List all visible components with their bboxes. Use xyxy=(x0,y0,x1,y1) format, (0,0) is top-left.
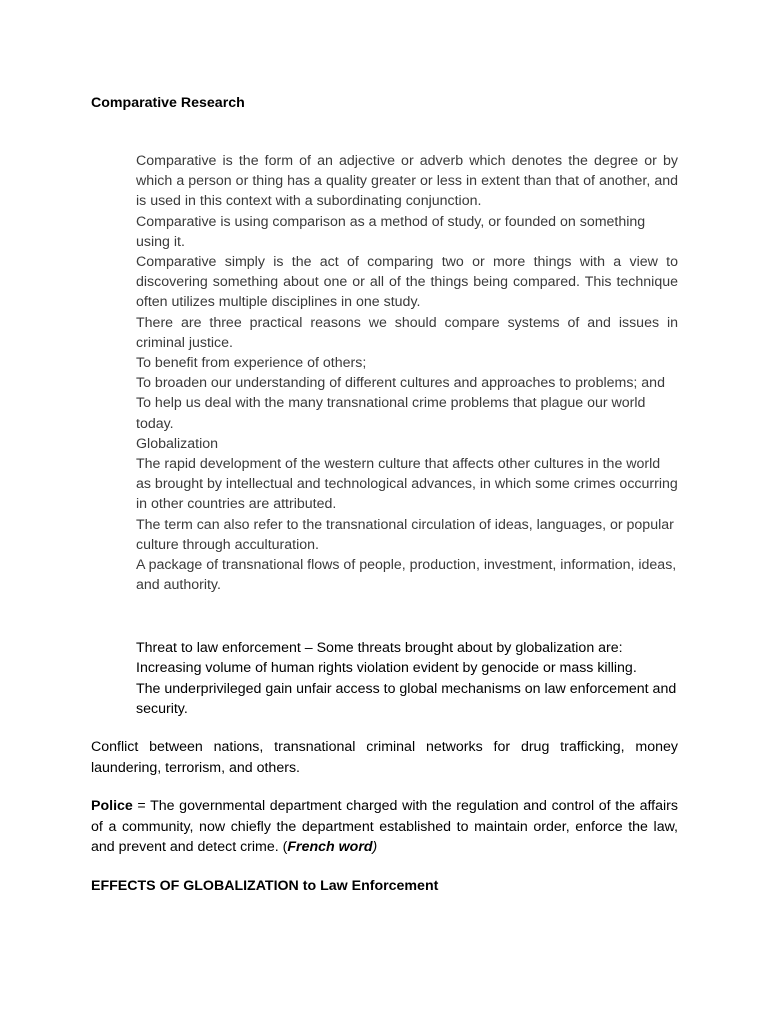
globalization-heading: Globalization xyxy=(136,435,219,452)
reason-broaden-understanding: To broaden our understanding of different cultures and approaches to problems; and xyxy=(136,375,665,392)
paragraph-police-definition xyxy=(91,796,678,858)
police-close-paren: ) xyxy=(372,839,378,855)
effects-heading: EFFECTS OF GLOBALIZATION to Law Enforcement xyxy=(91,878,439,894)
paragraph-conflict: Conflict between nations, transnational criminal networks for drug trafficking, money laundering, terrorism, and others. xyxy=(91,739,678,776)
paragraph-human-rights: Increasing volume of human rights violation evident by genocide or mass killing. xyxy=(136,660,637,677)
page-title: Comparative Research xyxy=(91,95,245,111)
paragraph-transnational-flows: A package of transnational flows of people, production, investment, information, ideas, and authority. xyxy=(136,557,677,594)
police-definition-text: = The governmental department charged with the regulation and control of the affairs of a community, now chiefly the department established to maintain order, enforce the law, and prevent and detect crime. ( xyxy=(91,798,678,855)
paragraph-transnational-circulation: The term can also refer to the transnational circulation of ideas, languages, or popular culture through acculturation. xyxy=(136,516,674,553)
paragraph-comparative-act: Comparative simply is the act of comparing two or more things with a view to discovering something about one or all of the things being compared. This technique often utilizes multiple disciplines in one study. xyxy=(136,254,678,311)
paragraph-underprivileged: The underprivileged gain unfair access to global mechanisms on law enforcement and security. xyxy=(136,680,677,717)
reason-transnational-crime: To help us deal with the many transnational crime problems that plague our world today. xyxy=(136,395,646,432)
threats-block xyxy=(136,638,678,719)
paragraph-three-reasons: There are three practical reasons we should compare systems of and issues in criminal justice. xyxy=(136,314,678,351)
comparative-definitions-block xyxy=(136,151,678,595)
paragraph-comparative-adjective: Comparative is the form of an adjective or adverb which denotes the degree or by which a person or thing has a quality greater or less in extent than that of another, and is used in this context with a subordinating conjunction. xyxy=(136,153,678,210)
paragraph-threat-intro: Threat to law enforcement – Some threats brought about by globalization are: xyxy=(136,640,623,656)
paragraph-globalization-definition: The rapid development of the western culture that affects other cultures in the world as brought by intellectual and technological advances, in which some crimes occurring in other countries are attributed. xyxy=(136,456,678,513)
police-term: Police xyxy=(91,798,133,814)
paragraph-comparative-method: Comparative is using comparison as a method of study, or founded on something using it. xyxy=(136,213,646,250)
reason-benefit-experience: To benefit from experience of others; xyxy=(136,355,367,372)
police-french-word-note: French word xyxy=(287,839,373,855)
